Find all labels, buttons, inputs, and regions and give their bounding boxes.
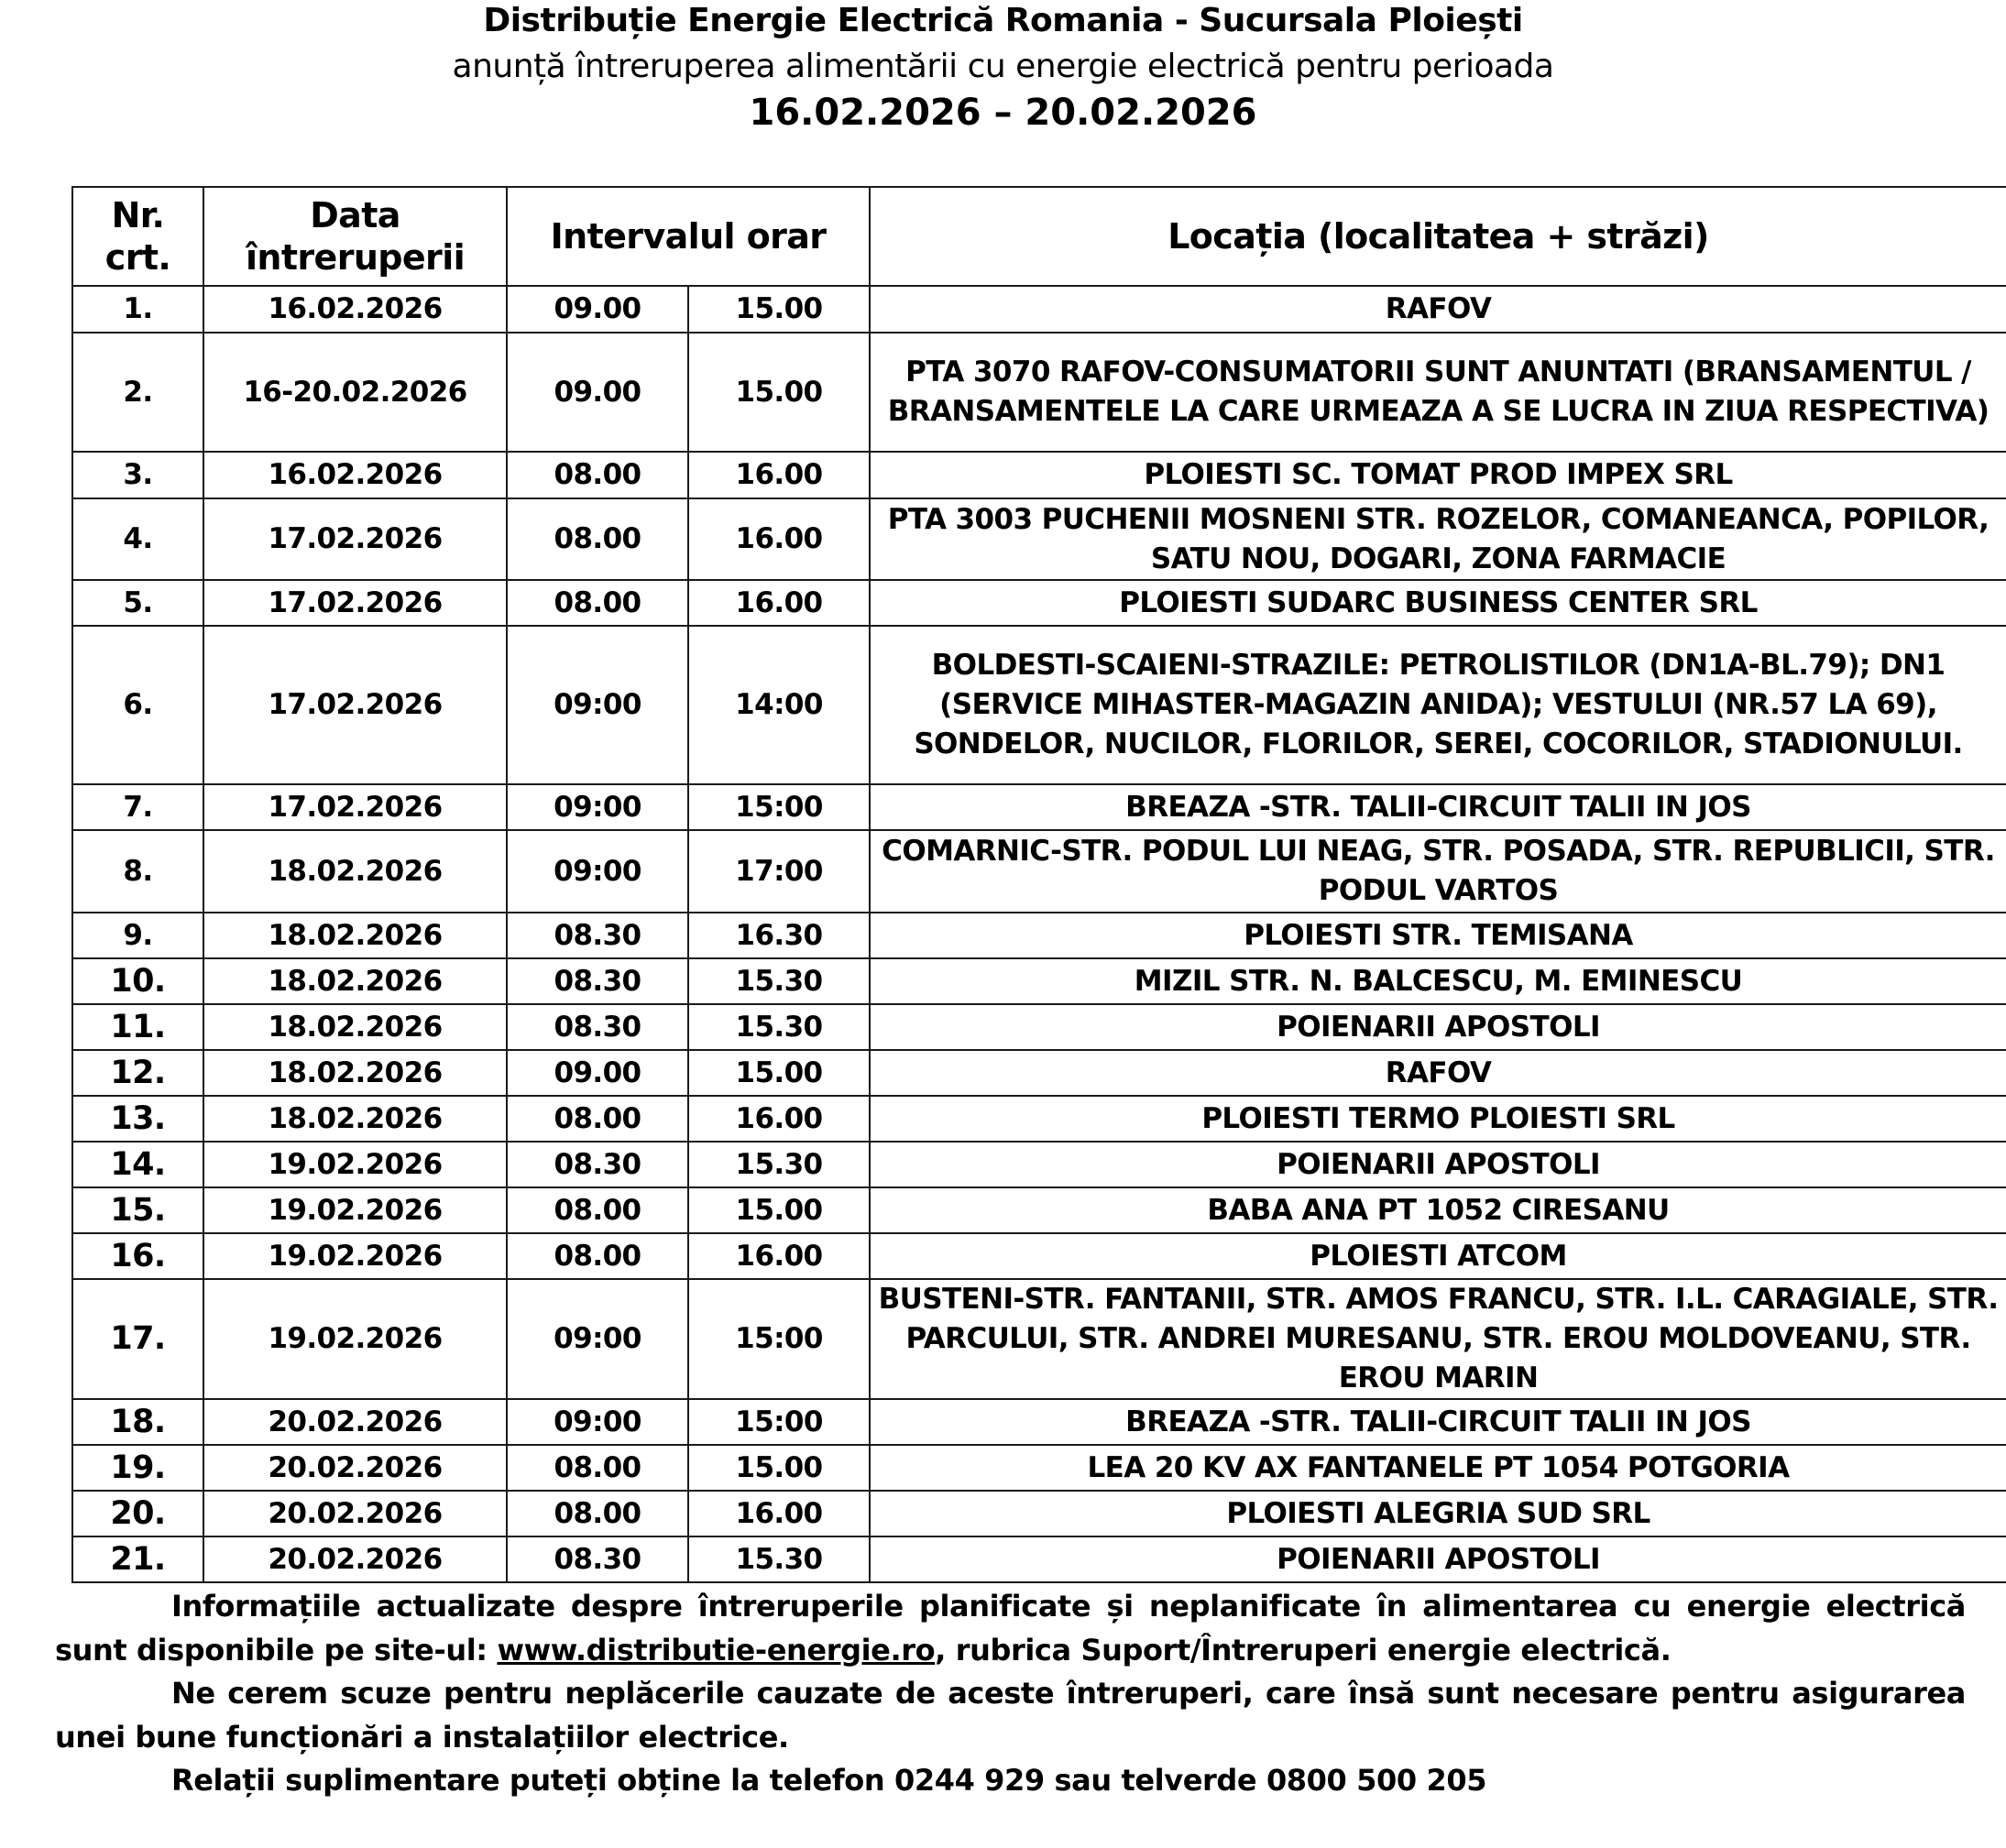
table-row (72, 580, 2006, 626)
start-time-cell: 09:00 (507, 784, 688, 830)
row-number-cell: 3. (72, 452, 203, 498)
end-time-cell: 15.30 (688, 1536, 870, 1582)
table-body (72, 286, 2006, 1582)
location-cell: POIENARII APOSTOLI (870, 1142, 2006, 1187)
end-time-cell: 16.00 (688, 452, 870, 498)
column-header-nr-line1: Nr. (111, 195, 165, 235)
location-cell: BREAZA -STR. TALII-CIRCUIT TALII IN JOS (870, 784, 2006, 830)
row-number-cell: 20. (72, 1491, 203, 1536)
end-time-cell: 15.30 (688, 1142, 870, 1187)
table-row (72, 1445, 2006, 1491)
table-row (72, 1187, 2006, 1233)
row-number-cell: 8. (72, 830, 203, 913)
location-cell: PLOIESTI ALEGRIA SUD SRL (870, 1491, 2006, 1536)
start-time-cell: 08.00 (507, 1187, 688, 1233)
date-cell: 17.02.2026 (203, 498, 507, 580)
period-range: 16.02.2026 – 20.02.2026 (749, 92, 1257, 134)
date-cell: 17.02.2026 (203, 626, 507, 784)
column-header-interval: Intervalul orar (507, 187, 870, 286)
info-text: Informațiile actualizate despre întreruperile planificate și neplanificate în alimentarea cu energie electrică sunt disponibile pe site-ul: (55, 1589, 1966, 1668)
date-cell: 18.02.2026 (203, 1096, 507, 1142)
row-number-cell: 11. (72, 1004, 203, 1050)
row-number-cell: 15. (72, 1187, 203, 1233)
row-number-cell: 12. (72, 1050, 203, 1096)
table-row (72, 1050, 2006, 1096)
table-row (72, 1233, 2006, 1279)
start-time-cell: 08.00 (507, 1233, 688, 1279)
date-cell: 16.02.2026 (203, 286, 507, 333)
date-cell: 20.02.2026 (203, 1491, 507, 1536)
location-cell: LEA 20 KV AX FANTANELE PT 1054 POTGORIA (870, 1445, 2006, 1491)
row-number-cell: 5. (72, 580, 203, 626)
location-cell: RAFOV (870, 286, 2006, 333)
start-time-cell: 08.30 (507, 1142, 688, 1187)
end-time-cell: 15.00 (688, 1050, 870, 1096)
info-text-after-link: , rubrica Suport/Întreruperi energie electrică. (935, 1632, 1672, 1668)
location-cell: BUSTENI-STR. FANTANII, STR. AMOS FRANCU, STR. I.L. CARAGIALE, STR. PARCULUI, STR. ANDREI MURESANU, STR. EROU MOLDOVEANU, STR. EROU MARIN (870, 1279, 2006, 1399)
end-time-cell: 16.00 (688, 1096, 870, 1142)
column-header-date-line1: Data (310, 195, 400, 235)
end-time-cell: 16.00 (688, 1491, 870, 1536)
end-time-cell: 15.00 (688, 333, 870, 452)
date-cell: 20.02.2026 (203, 1536, 507, 1582)
date-cell: 19.02.2026 (203, 1187, 507, 1233)
end-time-cell: 14:00 (688, 626, 870, 784)
start-time-cell: 09:00 (507, 626, 688, 784)
location-cell: COMARNIC-STR. PODUL LUI NEAG, STR. POSADA, STR. REPUBLICII, STR. PODUL VARTOS (870, 830, 2006, 913)
row-number-cell: 21. (72, 1536, 203, 1582)
row-number-cell: 2. (72, 333, 203, 452)
location-cell: BABA ANA PT 1052 CIRESANU (870, 1187, 2006, 1233)
end-time-cell: 15.30 (688, 958, 870, 1004)
location-cell: PLOIESTI SUDARC BUSINESS CENTER SRL (870, 580, 2006, 626)
start-time-cell: 08.00 (507, 452, 688, 498)
start-time-cell: 08.30 (507, 913, 688, 958)
start-time-cell: 08.00 (507, 580, 688, 626)
column-header-nr (72, 187, 203, 286)
table-row (72, 498, 2006, 580)
row-number-cell: 18. (72, 1399, 203, 1445)
start-time-cell: 08.00 (507, 498, 688, 580)
row-number-cell: 6. (72, 626, 203, 784)
location-cell: PTA 3003 PUCHENII MOSNENI STR. ROZELOR, COMANEANCA, POPILOR, SATU NOU, DOGARI, ZONA FARMACIE (870, 498, 2006, 580)
date-cell: 18.02.2026 (203, 1050, 507, 1096)
date-cell: 18.02.2026 (203, 958, 507, 1004)
table-row (72, 913, 2006, 958)
end-time-cell: 15.00 (688, 286, 870, 333)
date-cell: 19.02.2026 (203, 1142, 507, 1187)
row-number-cell: 17. (72, 1279, 203, 1399)
website-link[interactable]: www.distributie-energie.ro (497, 1632, 936, 1668)
start-time-cell: 09:00 (507, 1279, 688, 1399)
date-cell: 19.02.2026 (203, 1233, 507, 1279)
start-time-cell: 09.00 (507, 333, 688, 452)
table-row (72, 452, 2006, 498)
table-row (72, 1491, 2006, 1536)
end-time-cell: 17:00 (688, 830, 870, 913)
row-number-cell: 14. (72, 1142, 203, 1187)
date-cell: 16-20.02.2026 (203, 333, 507, 452)
column-header-date-line2: întreruperii (245, 237, 466, 278)
contact-paragraph: Relații suplimentare puteți obține la telefon 0244 929 sau telverde 0800 500 205 (171, 1763, 1487, 1798)
info-paragraph (55, 1585, 1966, 1672)
row-number-cell: 19. (72, 1445, 203, 1491)
date-cell: 17.02.2026 (203, 784, 507, 830)
end-time-cell: 15.00 (688, 1445, 870, 1491)
start-time-cell: 08.00 (507, 1445, 688, 1491)
end-time-cell: 15:00 (688, 1399, 870, 1445)
start-time-cell: 09.00 (507, 286, 688, 333)
end-time-cell: 15.30 (688, 1004, 870, 1050)
location-cell: MIZIL STR. N. BALCESCU, M. EMINESCU (870, 958, 2006, 1004)
table-row (72, 1399, 2006, 1445)
column-header-date (203, 187, 507, 286)
table-row (72, 626, 2006, 784)
location-cell: PLOIESTI SC. TOMAT PROD IMPEX SRL (870, 452, 2006, 498)
table-row (72, 1279, 2006, 1399)
row-number-cell: 16. (72, 1233, 203, 1279)
table-row (72, 333, 2006, 452)
date-cell: 16.02.2026 (203, 452, 507, 498)
row-number-cell: 13. (72, 1096, 203, 1142)
location-cell: PTA 3070 RAFOV-CONSUMATORII SUNT ANUNTATI (BRANSAMENTUL / BRANSAMENTELE LA CARE URMEAZA A SE LUCRA IN ZIUA RESPECTIVA) (870, 333, 2006, 452)
start-time-cell: 08.30 (507, 958, 688, 1004)
table-row (72, 1096, 2006, 1142)
end-time-cell: 16.00 (688, 1233, 870, 1279)
location-cell: POIENARII APOSTOLI (870, 1536, 2006, 1582)
date-cell: 19.02.2026 (203, 1279, 507, 1399)
location-cell: RAFOV (870, 1050, 2006, 1096)
start-time-cell: 08.00 (507, 1491, 688, 1536)
location-cell: PLOIESTI ATCOM (870, 1233, 2006, 1279)
location-cell: POIENARII APOSTOLI (870, 1004, 2006, 1050)
start-time-cell: 09.00 (507, 1050, 688, 1096)
location-cell: BREAZA -STR. TALII-CIRCUIT TALII IN JOS (870, 1399, 2006, 1445)
start-time-cell: 09:00 (507, 830, 688, 913)
date-cell: 18.02.2026 (203, 830, 507, 913)
end-time-cell: 16.00 (688, 498, 870, 580)
location-cell: BOLDESTI-SCAIENI-STRAZILE: PETROLISTILOR (DN1A-BL.79); DN1 (SERVICE MIHASTER-MAGAZIN ANIDA); VESTULUI (NR.57 LA 69), SONDELOR, NUCILOR, FLORILOR, SEREI, COCORILOR, STADIONULUI. (870, 626, 2006, 784)
location-cell: PLOIESTI TERMO PLOIESTI SRL (870, 1096, 2006, 1142)
column-header-nr-line2: crt. (104, 237, 171, 278)
start-time-cell: 09:00 (507, 1399, 688, 1445)
date-cell: 17.02.2026 (203, 580, 507, 626)
end-time-cell: 15:00 (688, 784, 870, 830)
row-number-cell: 1. (72, 286, 203, 333)
outage-schedule-table (71, 186, 2006, 1583)
end-time-cell: 15.00 (688, 1187, 870, 1233)
page-title: Distribuție Energie Electrică Romania - Sucursala Ploiești (483, 2, 1523, 39)
row-number-cell: 9. (72, 913, 203, 958)
start-time-cell: 08.30 (507, 1004, 688, 1050)
start-time-cell: 08.30 (507, 1536, 688, 1582)
column-header-location: Locația (localitatea + străzi) (870, 187, 2006, 286)
end-time-cell: 16.30 (688, 913, 870, 958)
table-row (72, 286, 2006, 333)
start-time-cell: 08.00 (507, 1096, 688, 1142)
row-number-cell: 7. (72, 784, 203, 830)
table-header-row (72, 187, 2006, 286)
date-cell: 20.02.2026 (203, 1445, 507, 1491)
table-row (72, 784, 2006, 830)
table-row (72, 1536, 2006, 1582)
row-number-cell: 10. (72, 958, 203, 1004)
date-cell: 18.02.2026 (203, 1004, 507, 1050)
end-time-cell: 15:00 (688, 1279, 870, 1399)
date-cell: 20.02.2026 (203, 1399, 507, 1445)
location-cell: PLOIESTI STR. TEMISANA (870, 913, 2006, 958)
apology-paragraph: Ne cerem scuze pentru neplăcerile cauzate de aceste întreruperi, care însă sunt necesare pentru asigurarea unei bune funcționări a instalațiilor electrice. (55, 1676, 1966, 1755)
table-row (72, 830, 2006, 913)
table-row (72, 1142, 2006, 1187)
page-subtitle: anunță întreruperea alimentării cu energie electrică pentru perioada (452, 48, 1554, 85)
table-row (72, 1004, 2006, 1050)
row-number-cell: 4. (72, 498, 203, 580)
end-time-cell: 16.00 (688, 580, 870, 626)
table-row (72, 958, 2006, 1004)
footer-notes (55, 1585, 1966, 1803)
date-cell: 18.02.2026 (203, 913, 507, 958)
